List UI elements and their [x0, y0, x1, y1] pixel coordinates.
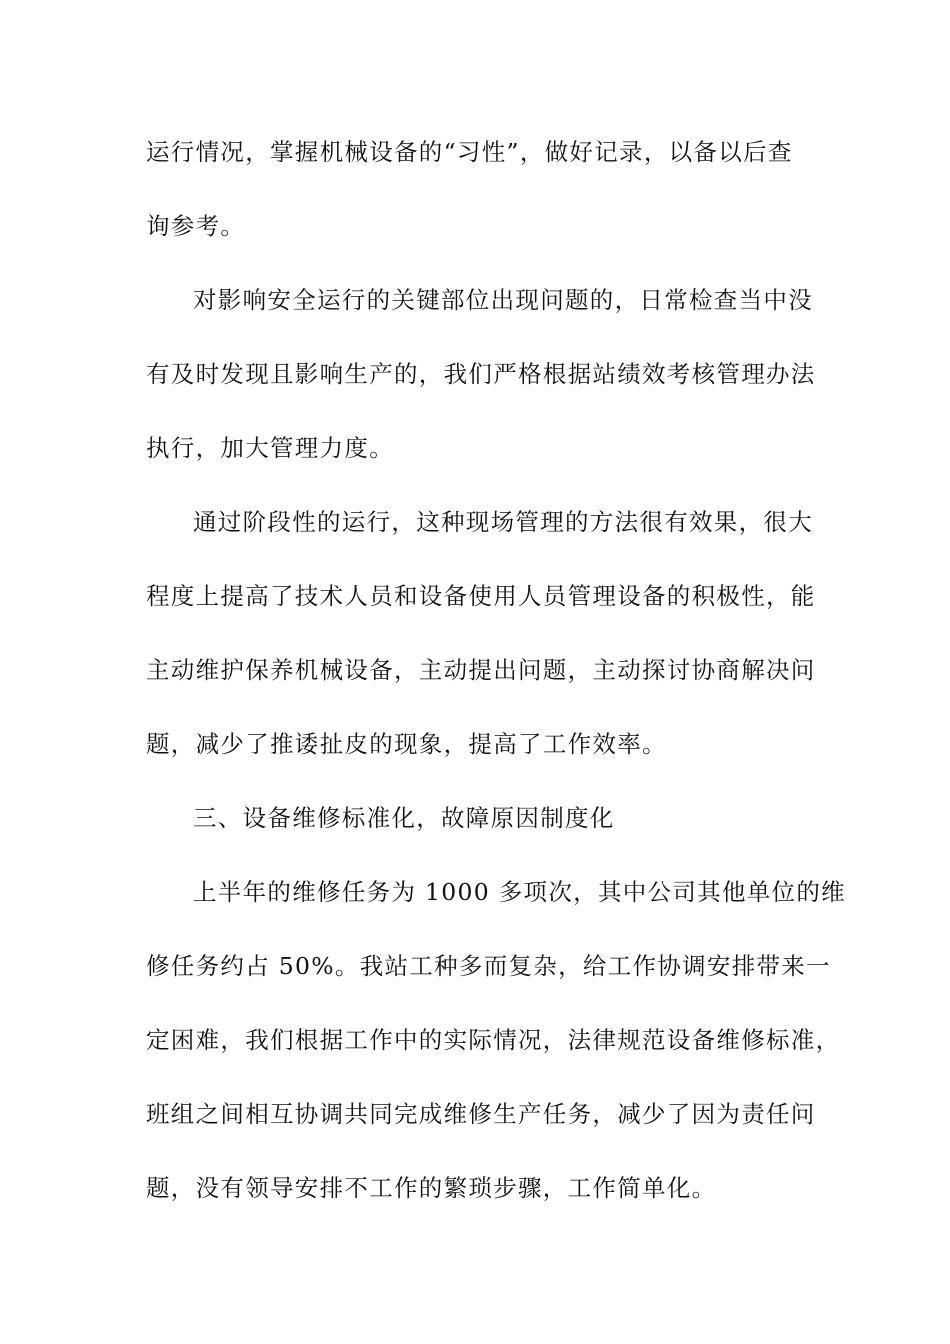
- paragraph-5-line-3: 定困难，我们根据工作中的实际情况，法律规范设备维修标准，: [146, 1026, 841, 1054]
- paragraph-3-line-2: 程度上提高了技术人员和设备使用人员管理设备的积极性，能: [146, 582, 816, 610]
- paragraph-3-line-4: 题，减少了推诿扯皮的现象，提高了工作效率。: [146, 730, 667, 758]
- paragraph-2-line-3: 执行，加大管理力度。: [146, 434, 394, 462]
- paragraph-5-line-1: 上半年的维修任务为 1000 多项次，其中公司其他单位的维: [193, 878, 846, 906]
- paragraph-2-line-2: 有及时发现且影响生产的，我们严格根据站绩效考核管理办法: [146, 360, 816, 388]
- paragraph-5-line-4: 班组之间相互协调共同完成维修生产任务，减少了因为责任问: [146, 1100, 816, 1128]
- paragraph-5-line-2: 修任务约占 50%。我站工种多而复杂，给工作协调安排带来一: [146, 952, 831, 980]
- paragraph-1-line-2: 询参考。: [146, 212, 246, 240]
- paragraph-3-line-1: 通过阶段性的运行，这种现场管理的方法很有效果，很大: [193, 508, 813, 536]
- paragraph-5-line-5: 题，没有领导安排不工作的繁琐步骤，工作简单化。: [146, 1174, 717, 1202]
- paragraph-3-line-3: 主动维护保养机械设备，主动提出问题，主动探讨协商解决问: [146, 656, 816, 684]
- paragraph-1-line-1: 运行情况，掌握机械设备的“习性”，做好记录，以备以后查: [146, 138, 793, 166]
- section-heading-3: 三、设备维修标准化，故障原因制度化: [193, 804, 615, 832]
- paragraph-2-line-1: 对影响安全运行的关键部位出现问题的，日常检查当中没: [193, 286, 813, 314]
